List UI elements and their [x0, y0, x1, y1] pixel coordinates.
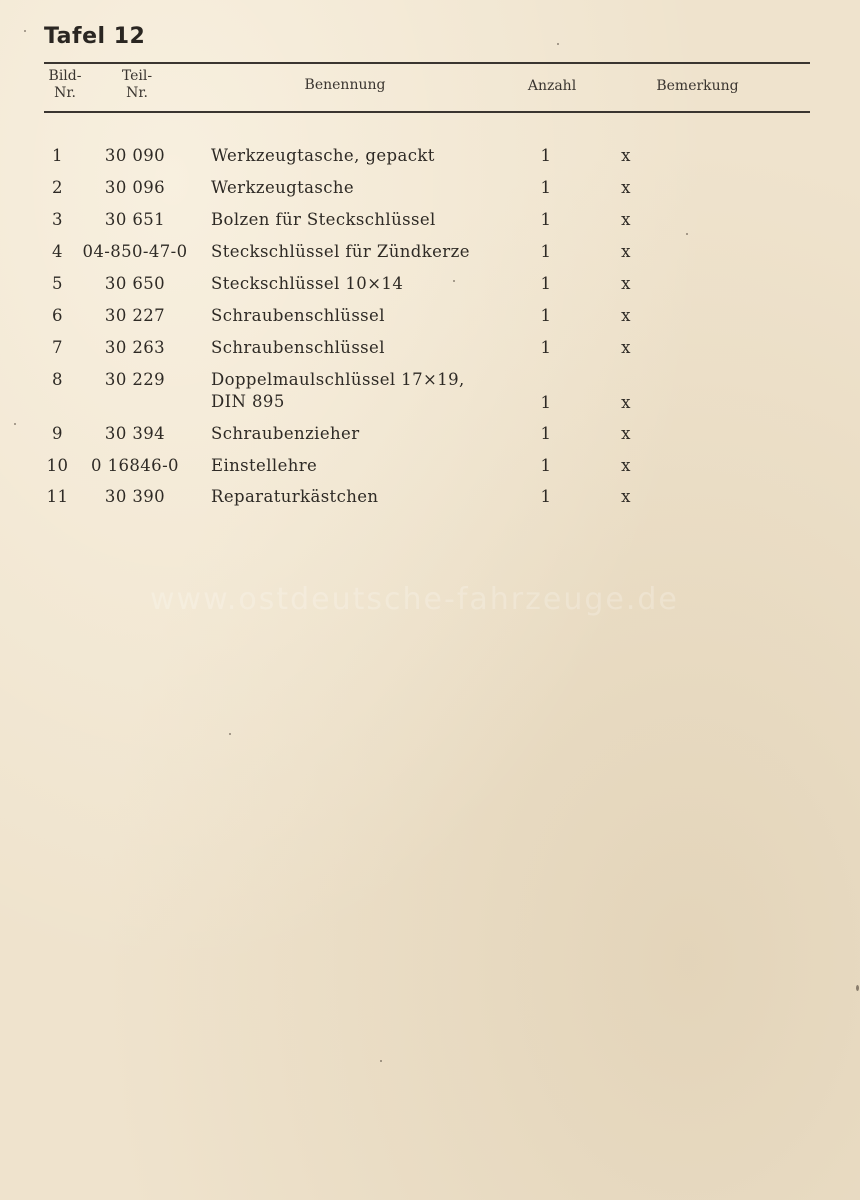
row-benennung: Schraubenzieher	[211, 424, 360, 443]
row-benennung: Doppelmaulschlüssel 17×19,	[211, 370, 465, 389]
column-header-teil-nr	[112, 68, 162, 102]
row-benennung: Steckschlüssel für Zündkerze	[211, 242, 470, 261]
page-title: Tafel 12	[44, 24, 146, 49]
row-teil-nr: 30 394	[104, 424, 166, 443]
row-benennung: Werkzeugtasche	[211, 178, 355, 197]
row-bild-nr: 2	[52, 178, 63, 197]
row-teil-nr: 30 651	[104, 210, 166, 229]
column-header-bild-line2: Nr.	[54, 85, 76, 101]
row-anzahl: 1	[540, 146, 552, 165]
column-header-teil-line1: Teil-	[121, 68, 153, 84]
row-bemerkung: x	[621, 424, 631, 443]
row-benennung: Reparaturkästchen	[211, 487, 379, 506]
row-bemerkung: x	[621, 338, 631, 357]
row-bild-nr: 3	[52, 210, 63, 229]
column-header-bild-nr	[40, 68, 90, 102]
row-benennung: Bolzen für Steckschlüssel	[211, 210, 436, 229]
row-bemerkung: x	[621, 306, 631, 325]
row-anzahl: 1	[540, 338, 552, 357]
row-anzahl: 1	[540, 178, 552, 197]
row-teil-nr: 30 390	[104, 487, 166, 506]
row-bild-nr: 5	[52, 274, 63, 293]
row-bild-nr: 4	[52, 242, 63, 261]
column-header-bemerkung: Bemerkung	[656, 78, 739, 94]
row-bild-nr: 8	[52, 370, 63, 389]
row-bemerkung: x	[621, 146, 631, 165]
row-teil-nr: 30 229	[104, 370, 166, 389]
row-bemerkung: x	[621, 274, 631, 293]
row-bemerkung: x	[621, 178, 631, 197]
row-anzahl: 1	[540, 456, 552, 475]
row-anzahl: 1	[540, 306, 552, 325]
row-bild-nr: 11	[46, 487, 69, 506]
header-bottom-rule	[44, 111, 810, 113]
row-benennung: Einstellehre	[211, 456, 318, 475]
row-bemerkung: x	[621, 393, 631, 412]
row-teil-nr: 0 16846-0	[91, 456, 179, 475]
row-bild-nr: 7	[52, 338, 63, 357]
row-bemerkung: x	[621, 487, 631, 506]
row-bild-nr: 6	[52, 306, 63, 325]
row-bemerkung: x	[621, 456, 631, 475]
row-anzahl: 1	[540, 424, 552, 443]
row-teil-nr: 30 263	[104, 338, 166, 357]
row-benennung: Steckschlüssel 10×14	[211, 274, 404, 293]
column-header-anzahl: Anzahl	[527, 78, 577, 94]
row-bild-nr: 1	[52, 146, 63, 165]
row-benennung: Schraubenschlüssel	[211, 306, 385, 325]
row-bild-nr: 10	[46, 456, 69, 475]
column-header-benennung: Benennung	[304, 77, 386, 93]
row-benennung: Werkzeugtasche, gepackt	[211, 146, 435, 165]
row-teil-nr: 30 227	[104, 306, 166, 325]
row-benennung: Schraubenschlüssel	[211, 338, 385, 357]
row-teil-nr: 30 650	[104, 274, 166, 293]
row-anzahl: 1	[540, 487, 552, 506]
row-benennung-line2: DIN 895	[211, 392, 285, 411]
row-anzahl: 1	[540, 274, 552, 293]
row-bemerkung: x	[621, 210, 631, 229]
column-header-bild-line1: Bild-	[48, 68, 82, 84]
row-anzahl: 1	[540, 210, 552, 229]
row-teil-nr: 30 090	[104, 146, 166, 165]
row-anzahl: 1	[540, 242, 552, 261]
row-bemerkung: x	[621, 242, 631, 261]
watermark: www.ostdeutsche-fahrzeuge.de	[150, 582, 679, 617]
row-anzahl: 1	[540, 393, 552, 412]
row-teil-nr: 30 096	[104, 178, 166, 197]
row-bild-nr: 9	[52, 424, 63, 443]
row-teil-nr: 04-850-47-0	[82, 242, 188, 261]
column-header-teil-line2: Nr.	[126, 85, 148, 101]
header-top-rule	[44, 62, 810, 64]
